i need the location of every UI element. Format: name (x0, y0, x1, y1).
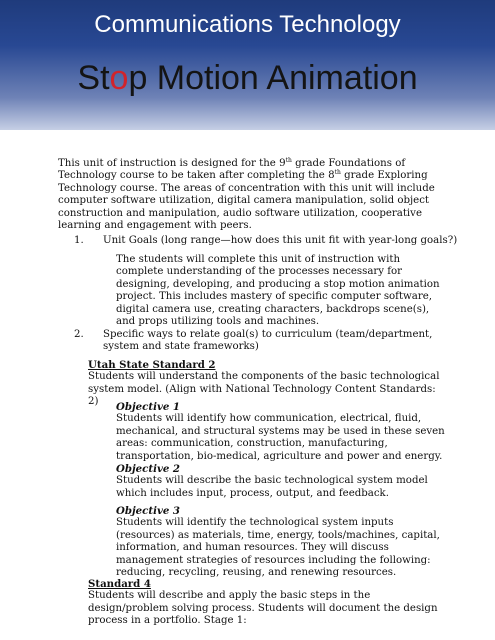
objective-3-title: Objective 3 (116, 505, 180, 517)
course-title: Communications Technology (94, 11, 401, 38)
item-1-body: The students will complete this unit of instruction with complete understanding of the processes necessary for designing, developing, and producing a stop motion animation project. This includes mastery of specific computer software, digital camera use, creating characters, backdrops scene(s), and props utilizing tools and machines. (116, 254, 440, 328)
objective-3-body: Students will identify the technological system inputs (resources) as materials, time, energy, tools/machines, capital, information, and human resources. They will discuss management strategies of resources including the following: reducing, recycling, reusing, and renewing resources. (116, 517, 440, 579)
objective-1-title: Objective 1 (116, 401, 180, 413)
unit-title-end: p Motion Animation (128, 59, 418, 97)
item-1-number: 1. (74, 235, 84, 246)
objective-2 (116, 463, 446, 500)
objective-2-body: Students will describe the basic technological system model which includes input, process, output, and feedback. (116, 475, 428, 499)
item-2-number: 2. (74, 329, 84, 340)
intro-text-3: grade Exploring Technology course. The areas of concentration with this unit will include computer software utilization, digital camera manipulation, solid object construction and manipulation, audio software utilization, cooperative learning and engagement with peers. (58, 170, 435, 232)
header-banner (0, 0, 495, 130)
objective-2-title: Objective 2 (116, 463, 180, 475)
intro-sup-2: th (334, 169, 341, 177)
standard-4 (88, 578, 448, 628)
item-1-heading: Unit Goals (long range—how does this unit fit with year-long goals?) (103, 235, 458, 246)
standard-4-title: Standard 4 (88, 578, 151, 590)
standard-2-body: Students will understand the components of the basic technological system model. (Align with National Technology Content Standards: 2) (88, 371, 440, 408)
objective-3 (116, 505, 446, 579)
standard-4-body: Students will describe and apply the basic steps in the design/problem solving process. Students will document the design process in a portfolio. Stage 1: (88, 590, 438, 627)
intro-text-1: This unit of instruction is designed for the 9 (58, 158, 286, 169)
unit-title-red-o: o (109, 59, 129, 97)
intro-paragraph (58, 158, 440, 232)
document-body (58, 157, 458, 627)
objective-1-body: Students will identify how communication, electrical, fluid, mechanical, and structural systems may be used in these seven areas: communication, construction, manufacturing, transportation, bio-medical, agriculture and power and energy. (116, 413, 445, 462)
item-2-heading: Specific ways to relate goal(s) to curriculum (team/department, system and state frameworks) (103, 329, 433, 353)
intro-text-2: grade Foundations of Technology course to be taken after completing the 8 (58, 158, 406, 182)
unit-title (0, 59, 495, 98)
objective-1 (116, 401, 446, 463)
intro-sup-1: th (285, 157, 292, 164)
standard-2-title: Utah State Standard 2 (88, 359, 216, 371)
unit-title-start: St (77, 59, 110, 97)
